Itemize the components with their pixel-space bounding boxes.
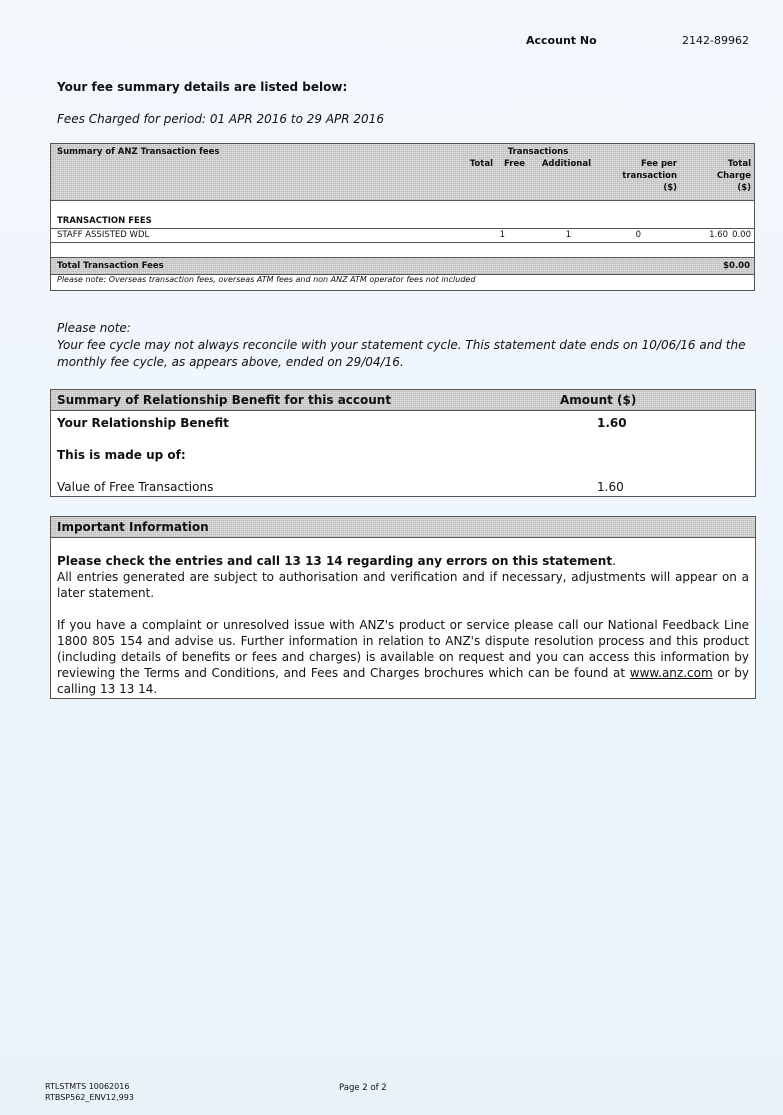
- anz-website-link[interactable]: www.anz.com: [629, 666, 713, 680]
- transactions-group-header: Transactions: [507, 147, 569, 157]
- col-fee-per-transaction-header: [611, 158, 677, 194]
- col-free-header: Free: [504, 159, 525, 169]
- fee-cycle-note: [57, 320, 757, 371]
- relationship-benefit-value: 1.60: [597, 416, 627, 430]
- account-number-value: 2142-89962: [682, 34, 749, 47]
- check-entries-paragraph: [57, 553, 749, 569]
- total-transaction-fees-row: [51, 257, 754, 275]
- important-information-body: [57, 553, 749, 697]
- relationship-benefit-header: [51, 390, 755, 411]
- complaint-paragraph: [57, 617, 749, 697]
- free-transactions-label: Value of Free Transactions: [57, 480, 214, 494]
- transaction-fees-table: [50, 143, 755, 291]
- complaint-text-end: or by calling 13 13 14.: [57, 666, 749, 696]
- col-additional-header: Additional: [541, 159, 591, 169]
- col-total-header: Total: [469, 159, 493, 169]
- check-entries-end: .: [612, 554, 616, 568]
- please-note-heading: Please note:: [57, 321, 131, 335]
- amount-header: Amount ($): [560, 393, 637, 407]
- row-total-charge: 0.00: [732, 230, 751, 240]
- fee-period-text: Fees Charged for period: 01 APR 2016 to 29 APR 2016: [57, 112, 384, 126]
- footer-code-2: RTBSP562_ENV12,993: [45, 1093, 134, 1102]
- important-information-box: [50, 516, 756, 699]
- page-number: Page 2 of 2: [339, 1083, 387, 1093]
- footer-code-1: RTLSTMTS 10062016: [45, 1082, 130, 1091]
- fees-table-header: [51, 144, 754, 201]
- made-up-of-label: This is made up of:: [57, 448, 186, 462]
- fees-exclusion-note: Please note: Overseas transaction fees, overseas ATM fees and non ANZ ATM operator fees not included: [57, 275, 476, 284]
- col-fee-line1: Fee per: [641, 159, 677, 169]
- total-fees-label: Total Transaction Fees: [57, 261, 164, 271]
- table-row: [51, 228, 754, 243]
- relationship-benefit-label: Your Relationship Benefit: [57, 416, 229, 430]
- important-information-title: Important Information: [57, 520, 209, 534]
- please-note-body: Your fee cycle may not always reconcile with your statement cycle. This statement date ends on 10/06/16 and the monthly fee cycle, as appears above, ended on 29/04/16.: [57, 338, 746, 369]
- col-charge-line3: ($): [737, 183, 751, 193]
- row-total: 1: [499, 230, 505, 240]
- fee-summary-heading: Your fee summary details are listed below:: [57, 80, 348, 94]
- row-free: 1: [565, 230, 571, 240]
- check-entries-text: Please check the entries and call 13 13 14 regarding any errors on this statement: [57, 554, 613, 568]
- relationship-benefit-title: Summary of Relationship Benefit for this account: [57, 393, 392, 407]
- col-fee-line2: transaction: [622, 171, 677, 181]
- col-charge-line1: Total: [727, 159, 751, 169]
- col-total-charge-header: [711, 158, 751, 194]
- free-transactions-value: 1.60: [597, 480, 624, 494]
- footer-codes: [45, 1081, 134, 1103]
- row-additional: 0: [635, 230, 641, 240]
- col-charge-line2: Charge: [716, 171, 751, 181]
- important-information-header: [51, 517, 755, 538]
- complaint-text: If you have a complaint or unresolved issue with ANZ's product or service please call our National Feedback Line 1800 805 154 and advise us. Further information in relation to ANZ's dispute resolution process and this product (including details of benefits or fees and charges) is available on request and you can access this information by reviewing the Terms and Conditions, and Fees and Charges brochures which can be found at: [57, 618, 749, 680]
- account-header: [0, 34, 783, 50]
- fees-table-title: Summary of ANZ Transaction fees: [57, 147, 220, 157]
- col-fee-line3: ($): [663, 183, 677, 193]
- account-number-label: Account No: [526, 34, 597, 47]
- total-fees-value: $0.00: [723, 261, 750, 271]
- paragraph-spacer: [57, 601, 749, 617]
- transaction-fees-section-label: TRANSACTION FEES: [57, 216, 152, 226]
- relationship-benefit-table: [50, 389, 756, 497]
- authorisation-text: All entries generated are subject to authorisation and verification and if necessary, adjustments will appear on a later statement.: [57, 570, 749, 600]
- row-fee-per-transaction: 1.60: [709, 230, 728, 240]
- row-description: STAFF ASSISTED WDL: [57, 230, 150, 240]
